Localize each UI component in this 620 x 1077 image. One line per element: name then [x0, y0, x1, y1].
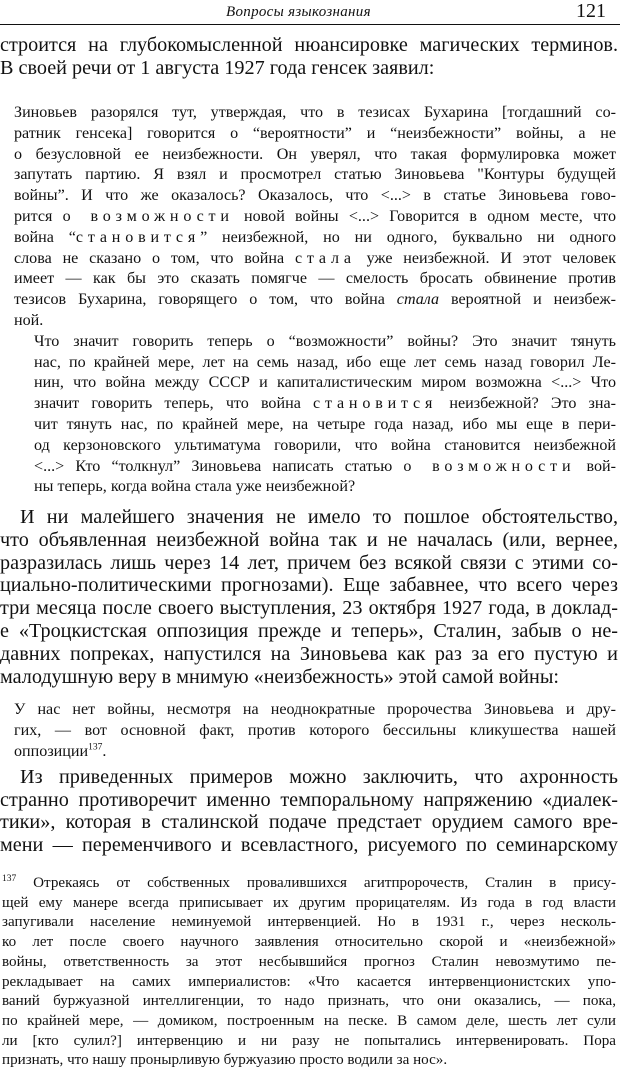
body-paragraph-3 — [0, 766, 618, 856]
text-line: Из приведенных примеров можно заключить, что ахронность — [20, 766, 618, 788]
quote-line — [14, 742, 616, 763]
footnote-line: ваний буржуазной интеллигенции, то надо признать, что они оказались, — пока, — [2, 993, 616, 1010]
text-line: е «Троцкистская оппозиция прежде и теперь», Сталин, забыв о не- — [0, 619, 618, 642]
text-run: оппозиции — [14, 742, 89, 760]
text-line: малодушную веру в мнимую «неизбежность» этой самой войны: — [0, 665, 559, 688]
text-line: что объявленная неизбежной война так и не началась (или, вернее, — [0, 528, 618, 551]
quote-line: Что значит говорить теперь о “возможности” войны? Это значит тянуть — [34, 332, 616, 350]
quote-line — [14, 228, 616, 249]
quote-line: У нас нет войны, несмотря на неоднократные пророчества Зиновьева и дру- — [14, 701, 616, 718]
text-line: тики», которая в сталинской подаче предстает орудием самого вре- — [0, 811, 618, 834]
text-run: вероятной и неизбеж- — [439, 291, 617, 309]
emphasis-spaced: становится — [313, 395, 438, 413]
footnote-line: войны, ответственность за этот несбывшийся прогноз Сталин невозмутимо пе- — [2, 953, 616, 970]
body-paragraph-2 — [0, 506, 618, 688]
quote-line — [14, 457, 616, 478]
text-run: ” неизбежной, но ни одного, буквально ни одного — [200, 228, 616, 246]
footnote-line: по крайней мере, — домиком, построенным на песке. В самом деле, шесть лет сули — [2, 1012, 616, 1029]
footnote-number: 137 — [2, 873, 17, 884]
emphasis-spaced: о возможности — [62, 207, 234, 225]
text-line: разразилась лишь через 14 лет, причем без всякой связи с этими со- — [0, 551, 618, 574]
text-line: три месяца после своего выступления, 23 октября 1927 года, в доклад- — [0, 597, 618, 620]
quote-line: ратник генсека] говорится о “вероятности” и “неизбежности” войны, а не — [14, 124, 616, 142]
quote-line: ной. — [14, 311, 44, 329]
running-head: Вопросы языкознания — [226, 4, 371, 20]
text-run: уже неизбежной. И этот человек — [355, 249, 617, 267]
emphasis-spaced: становится — [75, 228, 201, 246]
quote-line: имеет — как бы это сказать помягче — смелость бросать обвинение против — [14, 270, 616, 288]
quote-line: ны теперь, когда война стала уже неизбежной? — [34, 478, 356, 496]
header-rule — [0, 24, 620, 25]
footnote-137 — [2, 874, 616, 1071]
text-line: давних попреках, напустился на Зиновьева как раз за его пустую и — [0, 642, 618, 665]
text-line: мени — переменчивого и всевластного, рисуемого по семинарскому — [0, 833, 618, 856]
page-header — [0, 0, 620, 30]
quote-line: нас, по крайней мере, лет на семь назад, ибо еще лет семь назад говорил Ле- — [34, 353, 616, 371]
footnote-line: ли [кто сулил?] интервенцию и ни разу не попытались интервенировать. Пора — [2, 1032, 616, 1049]
block-quote-2 — [14, 700, 616, 762]
text-run: значит говорить теперь, что война — [34, 395, 314, 413]
footnote-line: ко лет после своего научного заявления относительно скорой и «неизбежной» — [2, 934, 616, 951]
text-line: циально-политическими прогнозами). Еще забавнее, что всего через — [0, 574, 618, 597]
quote-line: нин, что война между СССР и капиталистическим миром возможна <...> Что — [34, 374, 616, 392]
text-run: Отрекаясь от собственных провалившихся агитпророчеств, Сталин в прису- — [33, 875, 616, 891]
text-run: неизбежной? Это зна- — [437, 395, 616, 413]
page-number: 121 — [576, 0, 606, 22]
block-quote-1 — [14, 103, 616, 498]
footnote-line: рекладывает на самих империалистов: «Что касается интервенционистских упо- — [2, 973, 616, 990]
quote-line: войны”. И что же оказалось? Оказалось, что <...> в статье Зиновьева гово- — [14, 187, 616, 205]
emphasis-spaced: стала — [294, 249, 356, 267]
quote-line: запутать партию. Я взял и просмотрел статью Зиновьева "Контуры будущей — [14, 166, 616, 184]
text-run: <...> Кто “толкнул” Зиновьева написать статью — [34, 457, 404, 475]
text-run: вой- — [575, 457, 616, 475]
text-run: тезисов Бухарина, говорящего о том, что война — [14, 291, 397, 309]
quote-line: Зиновьев разорялся тут, утверждая, что в тезисах Бухарина [тогдашний со- — [14, 104, 616, 121]
quote-line — [14, 394, 616, 415]
text-run: . — [102, 742, 107, 760]
text-run: новой войны <...> Говорится в одном месте, что — [233, 207, 616, 225]
quote-line — [14, 207, 616, 228]
emphasis-spaced: о возможности — [403, 457, 576, 475]
footnote-line — [2, 874, 616, 894]
text-line: И ни малейшего значения не имело то пошлое обстоятельство, — [20, 506, 618, 528]
emphasis-italic: стала — [396, 291, 440, 309]
quote-line: чит тянуть нас, по крайней мере, на четыре года назад, ибо мы еще в пери- — [34, 415, 616, 433]
text-run: рится — [14, 207, 63, 225]
footnote-ref[interactable]: 137 — [88, 742, 103, 753]
text-run: слова не сказано о том, что война — [14, 249, 295, 267]
text-line: строится на глубокомысленной нюансировке магических терминов. — [0, 34, 618, 56]
quote-line — [14, 249, 616, 270]
footnote-line: запугивали население неминуемой интервенцией. Но в 1931 г., через несколь- — [2, 914, 616, 931]
quote-line — [14, 290, 616, 311]
quote-line: гих, — вот основной факт, против которого бессильны кликушества нашей — [14, 721, 616, 739]
quote-line: од керзоновского ультиматума говорили, что война становится неизбежной — [34, 436, 616, 454]
text-run: война “ — [14, 228, 76, 246]
quote-line: о безусловной ее неизбежности. Он уверял, что такая формулировка может — [14, 145, 616, 163]
footnote-line: щей ему манере всегда приписывает их другим прорицателям. Из года в год власти — [2, 894, 616, 911]
opening-paragraph — [0, 34, 618, 81]
footnote-line: признать, что нашу пронырливую буржуазию просто водили за нос». — [2, 1052, 448, 1069]
text-line: В своей речи от 1 августа 1927 года генсек заявил: — [0, 57, 435, 80]
text-line: странно противоречит именно темпоральному напряжению «диалек- — [0, 788, 618, 811]
